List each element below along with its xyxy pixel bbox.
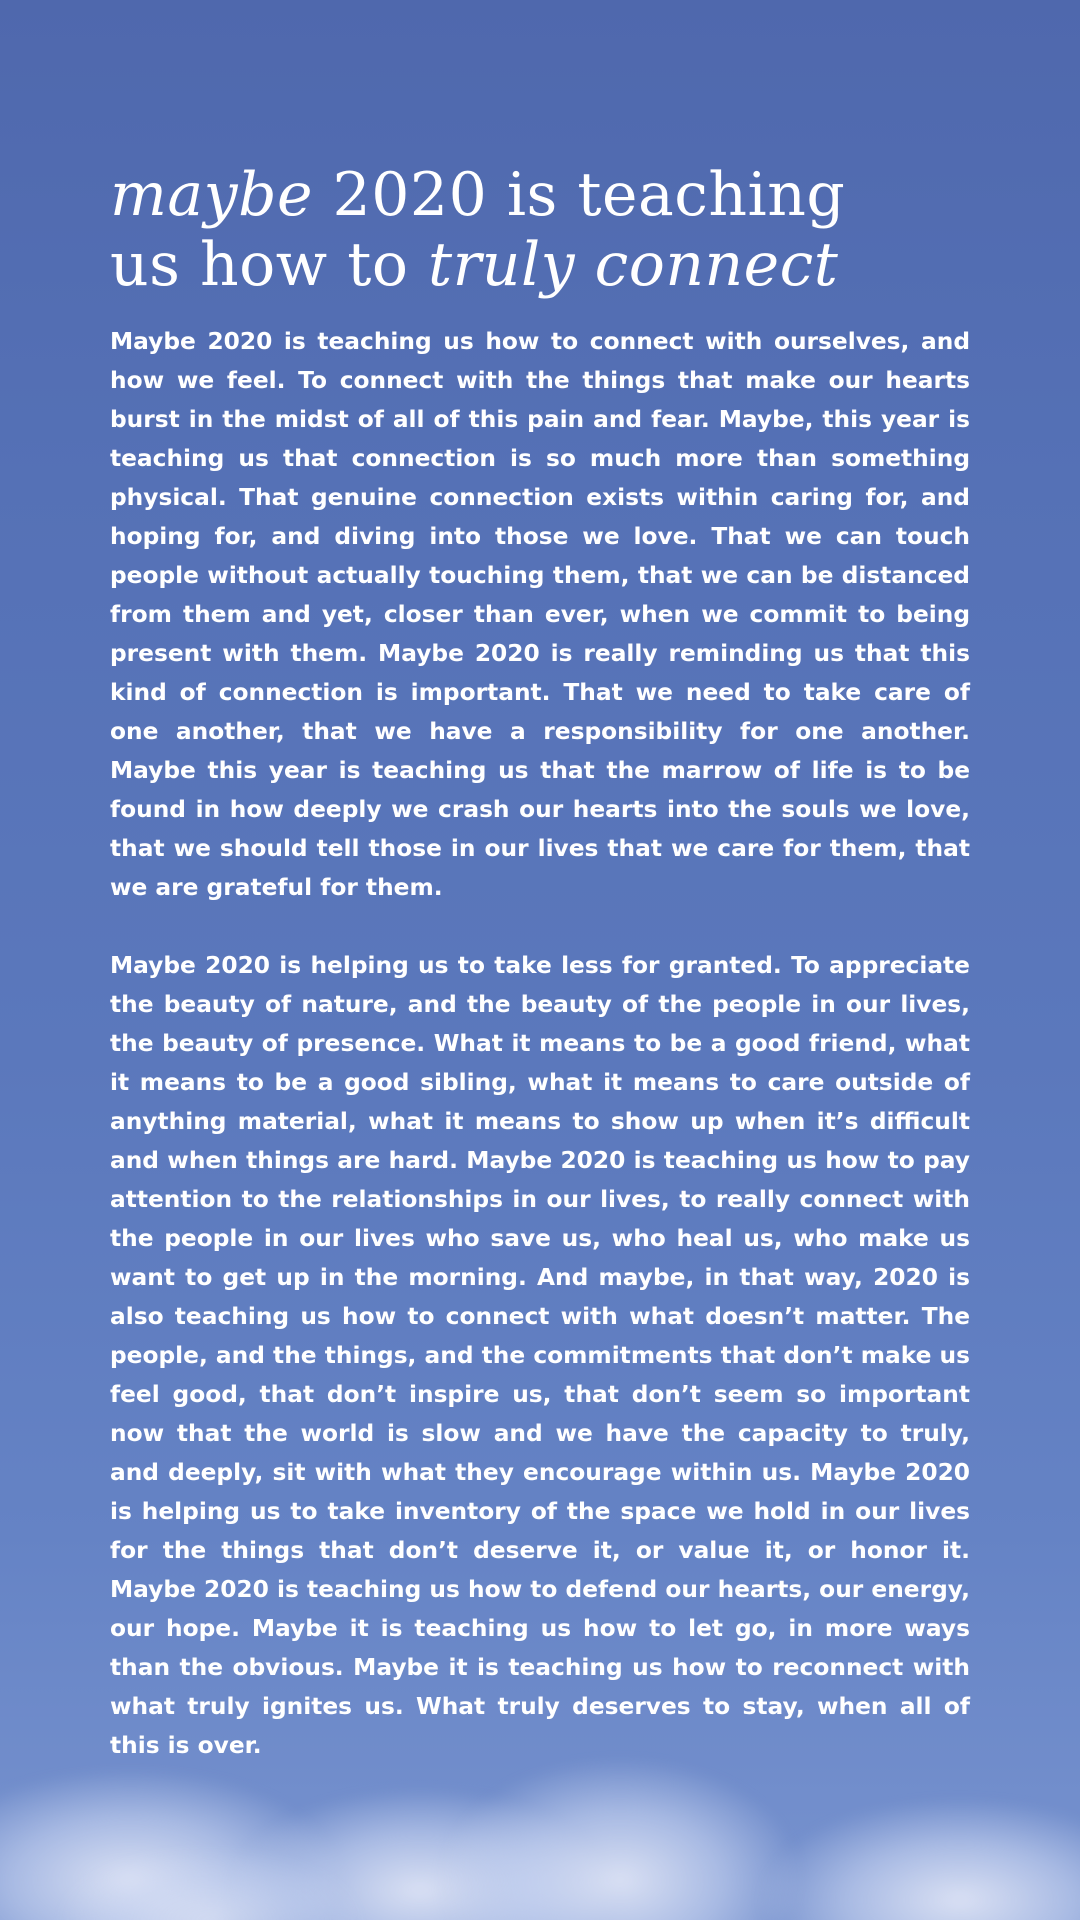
article [110, 160, 970, 1765]
title-line2-start: us how to [110, 230, 429, 300]
title-line1-rest: 2020 is teaching [312, 160, 846, 230]
body-paragraph-1: Maybe 2020 is teaching us how to connect with ourselves, and how we feel. To connect with the things that make our hearts burst in the midst of all of this pain and fear. Maybe, this year is teaching us that connection is so much more than something physical. That genuine connection exists within caring for, and hoping for, and diving into those we love. That we can touch people without actually touching them, that we can be distanced from them and yet, closer than ever, when we commit to being present with them. Maybe 2020 is really reminding us that this kind of connection is important. That we need to take care of one another, that we have a responsibility for one another. Maybe this year is teaching us that the marrow of life is to be found in how deeply we crash our hearts into the souls we love, that we should tell those in our lives that we care for them, that we are grateful for them. [110, 328, 970, 901]
title-italic-maybe: maybe [110, 160, 313, 230]
cloud [440, 1760, 800, 1920]
page-title [110, 160, 970, 300]
title-italic-truly-connect: truly connect [428, 230, 839, 300]
body-paragraph-2: Maybe 2020 is helping us to take less for granted. To appreciate the beauty of nature, and the beauty of the people in our lives, the beauty of presence. What it means to be a good friend, what it means to be a good sibling, what it means to care outside of anything material, what it means to show up when it’s difficult and when things are hard. Maybe 2020 is teaching us how to pay attention to the relationships in our lives, to really connect with the people in our lives who save us, who heal us, who make us want to get up in the morning. And maybe, in that way, 2020 is also teaching us how to connect with what doesn’t matter. The people, and the things, and the commitments that don’t make us feel good, that don’t inspire us, that don’t seem so important now that the world is slow and we have the capacity to truly, and deeply, sit with what they encourage within us. Maybe 2020 is helping us to take inventory of the space we hold in our lives for the things that don’t deserve it, or value it, or honor it. Maybe 2020 is teaching us how to defend our hearts, our energy, our hope. Maybe it is teaching us how to let go, in more ways than the obvious. Maybe it is teaching us how to reconnect with what truly ignites us. What truly deserves to stay, when all of this is over. [110, 952, 970, 1759]
cloud [760, 1800, 1080, 1920]
